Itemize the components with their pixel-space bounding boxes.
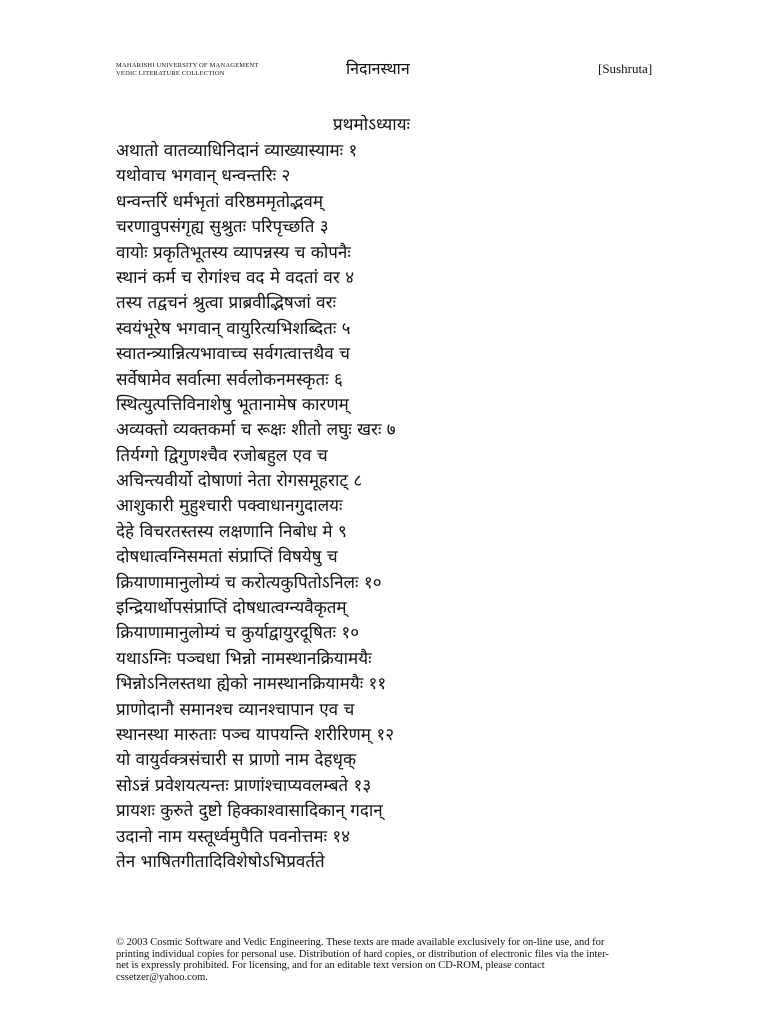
verse-line: यथाऽग्निः पञ्चधा भिन्नो नामस्थानक्रियामयैः: [116, 648, 372, 669]
footer-line: cssetzer@yahoo.com.: [116, 971, 208, 983]
publisher-line-1: MAHARISHI UNIVERSITY OF MANAGEMENT: [116, 62, 259, 69]
verse-line: उदानो नाम यस्तूर्ध्वमुपैति पवनोत्तमः १४: [116, 826, 351, 847]
verse-line: आशुकारी मुहुश्चारी पक्वाधानगुदालयः: [116, 496, 343, 517]
verse-line: अव्यक्तो व्यक्तकर्मा च रूक्षः शीतो लघुः खरः ७: [116, 420, 396, 441]
verse-line: प्राणोदानौ समानश्च व्यानश्चापान एव च: [116, 699, 355, 720]
verse-list: [116, 139, 716, 875]
verse-line: स्थानं कर्म च रोगांश्च वद मे वदतां वर ४: [116, 267, 355, 288]
verse-line: वायोः प्रकृतिभूतस्य व्यापन्नस्य च कोपनैः: [116, 242, 351, 263]
verse-line: सर्वेषामेव सर्वात्मा सर्वलोकनमस्कृतः ६: [116, 369, 343, 390]
verse-line: प्रायशः कुरुते दुष्टो हिक्काश्वासादिकान् गदान्: [116, 801, 383, 822]
verse-line: तिर्यग्गो द्विगुणश्चैव रजोबहुल एव च: [116, 445, 328, 466]
verse-line: अथातो वातव्याधिनिदानं व्याख्यास्यामः १: [116, 141, 358, 161]
verse-line: तेन भाषितगीतादिविशेषोऽभिप्रवर्तते: [116, 851, 325, 872]
verse-line: चरणावुपसंगृह्य सुश्रुतः परिपृच्छति ३: [116, 217, 329, 238]
footer-line: © 2003 Cosmic Software and Vedic Engineering. These texts are made available exclusively for on-line use, and for: [116, 937, 605, 948]
verse-line: स्वातन्त्र्यान्नित्यभावाच्च सर्वगत्वात्तथैव च: [116, 344, 350, 365]
publisher-header: [116, 62, 259, 77]
section-title: निदानस्थान: [346, 59, 410, 78]
verse-line: क्रियाणामानुलोम्यं च करोत्यकुपितोऽनिलः १०: [116, 572, 382, 593]
verse-line: तस्य तद्वचनं श्रुत्वा प्राब्रवीद्भिषजां वरः: [116, 293, 337, 314]
verse-line: स्थित्युत्पत्तिविनाशेषु भूतानामेष कारणम्: [116, 394, 349, 415]
verse-line: भिन्नोऽनिलस्तथा ह्येको नामस्थानक्रियामयैः ११: [116, 674, 387, 695]
verse-line: सोऽन्नं प्रवेशयत्यन्तः प्राणांश्चाप्यवलम्बते १३: [116, 775, 372, 796]
verse-line: क्रियाणामानुलोम्यं च कुर्याद्वायुरदूषितः १०: [116, 623, 360, 644]
verse-line: देहे विचरतस्तस्य लक्षणानि निबोध मे ९: [116, 521, 347, 542]
verse-line: इन्द्रियार्थोपसंप्राप्तिं दोषधात्वग्न्यवैकृतम्: [116, 598, 347, 619]
verse-line: स्वयंभूरेष भगवान् वायुरित्यभिशब्दितः ५: [116, 318, 351, 339]
footer-line: printing individual copies for personal use. Distribution of hard copies, or distribution of electronic files via the inter-: [116, 948, 609, 960]
publisher-line-2: VEDIC LITERATURE COLLECTION: [116, 69, 225, 77]
verse-line: अचिन्त्यवीर्यो दोषाणां नेता रोगसमूहराट् ८: [116, 471, 363, 492]
chapter-title: प्रथमोऽध्यायः: [333, 115, 410, 135]
verse-line: धन्वन्तरिं धर्मभृतां वरिष्ठममृतोद्भवम्: [116, 191, 324, 212]
verse-line: स्थानस्था मारुताः पञ्च यापयन्ति शरीरिणम् १२: [116, 724, 395, 745]
copyright-footer: [116, 937, 656, 983]
verse-line: यथोवाच भगवान् धन्वन्तरिः २: [116, 166, 291, 187]
footer-line: net is expressly prohibited. For licensing, and for an editable text version on CD-ROM, please contact: [116, 960, 545, 971]
verse-line: दोषधात्वग्निसमतां संप्राप्तिं विषयेषु च: [116, 547, 338, 568]
source-label: [Sushruta]: [598, 61, 653, 76]
verse-line: यो वायुर्वक्त्रसंचारी स प्राणो नाम देहधृक्: [116, 750, 357, 771]
